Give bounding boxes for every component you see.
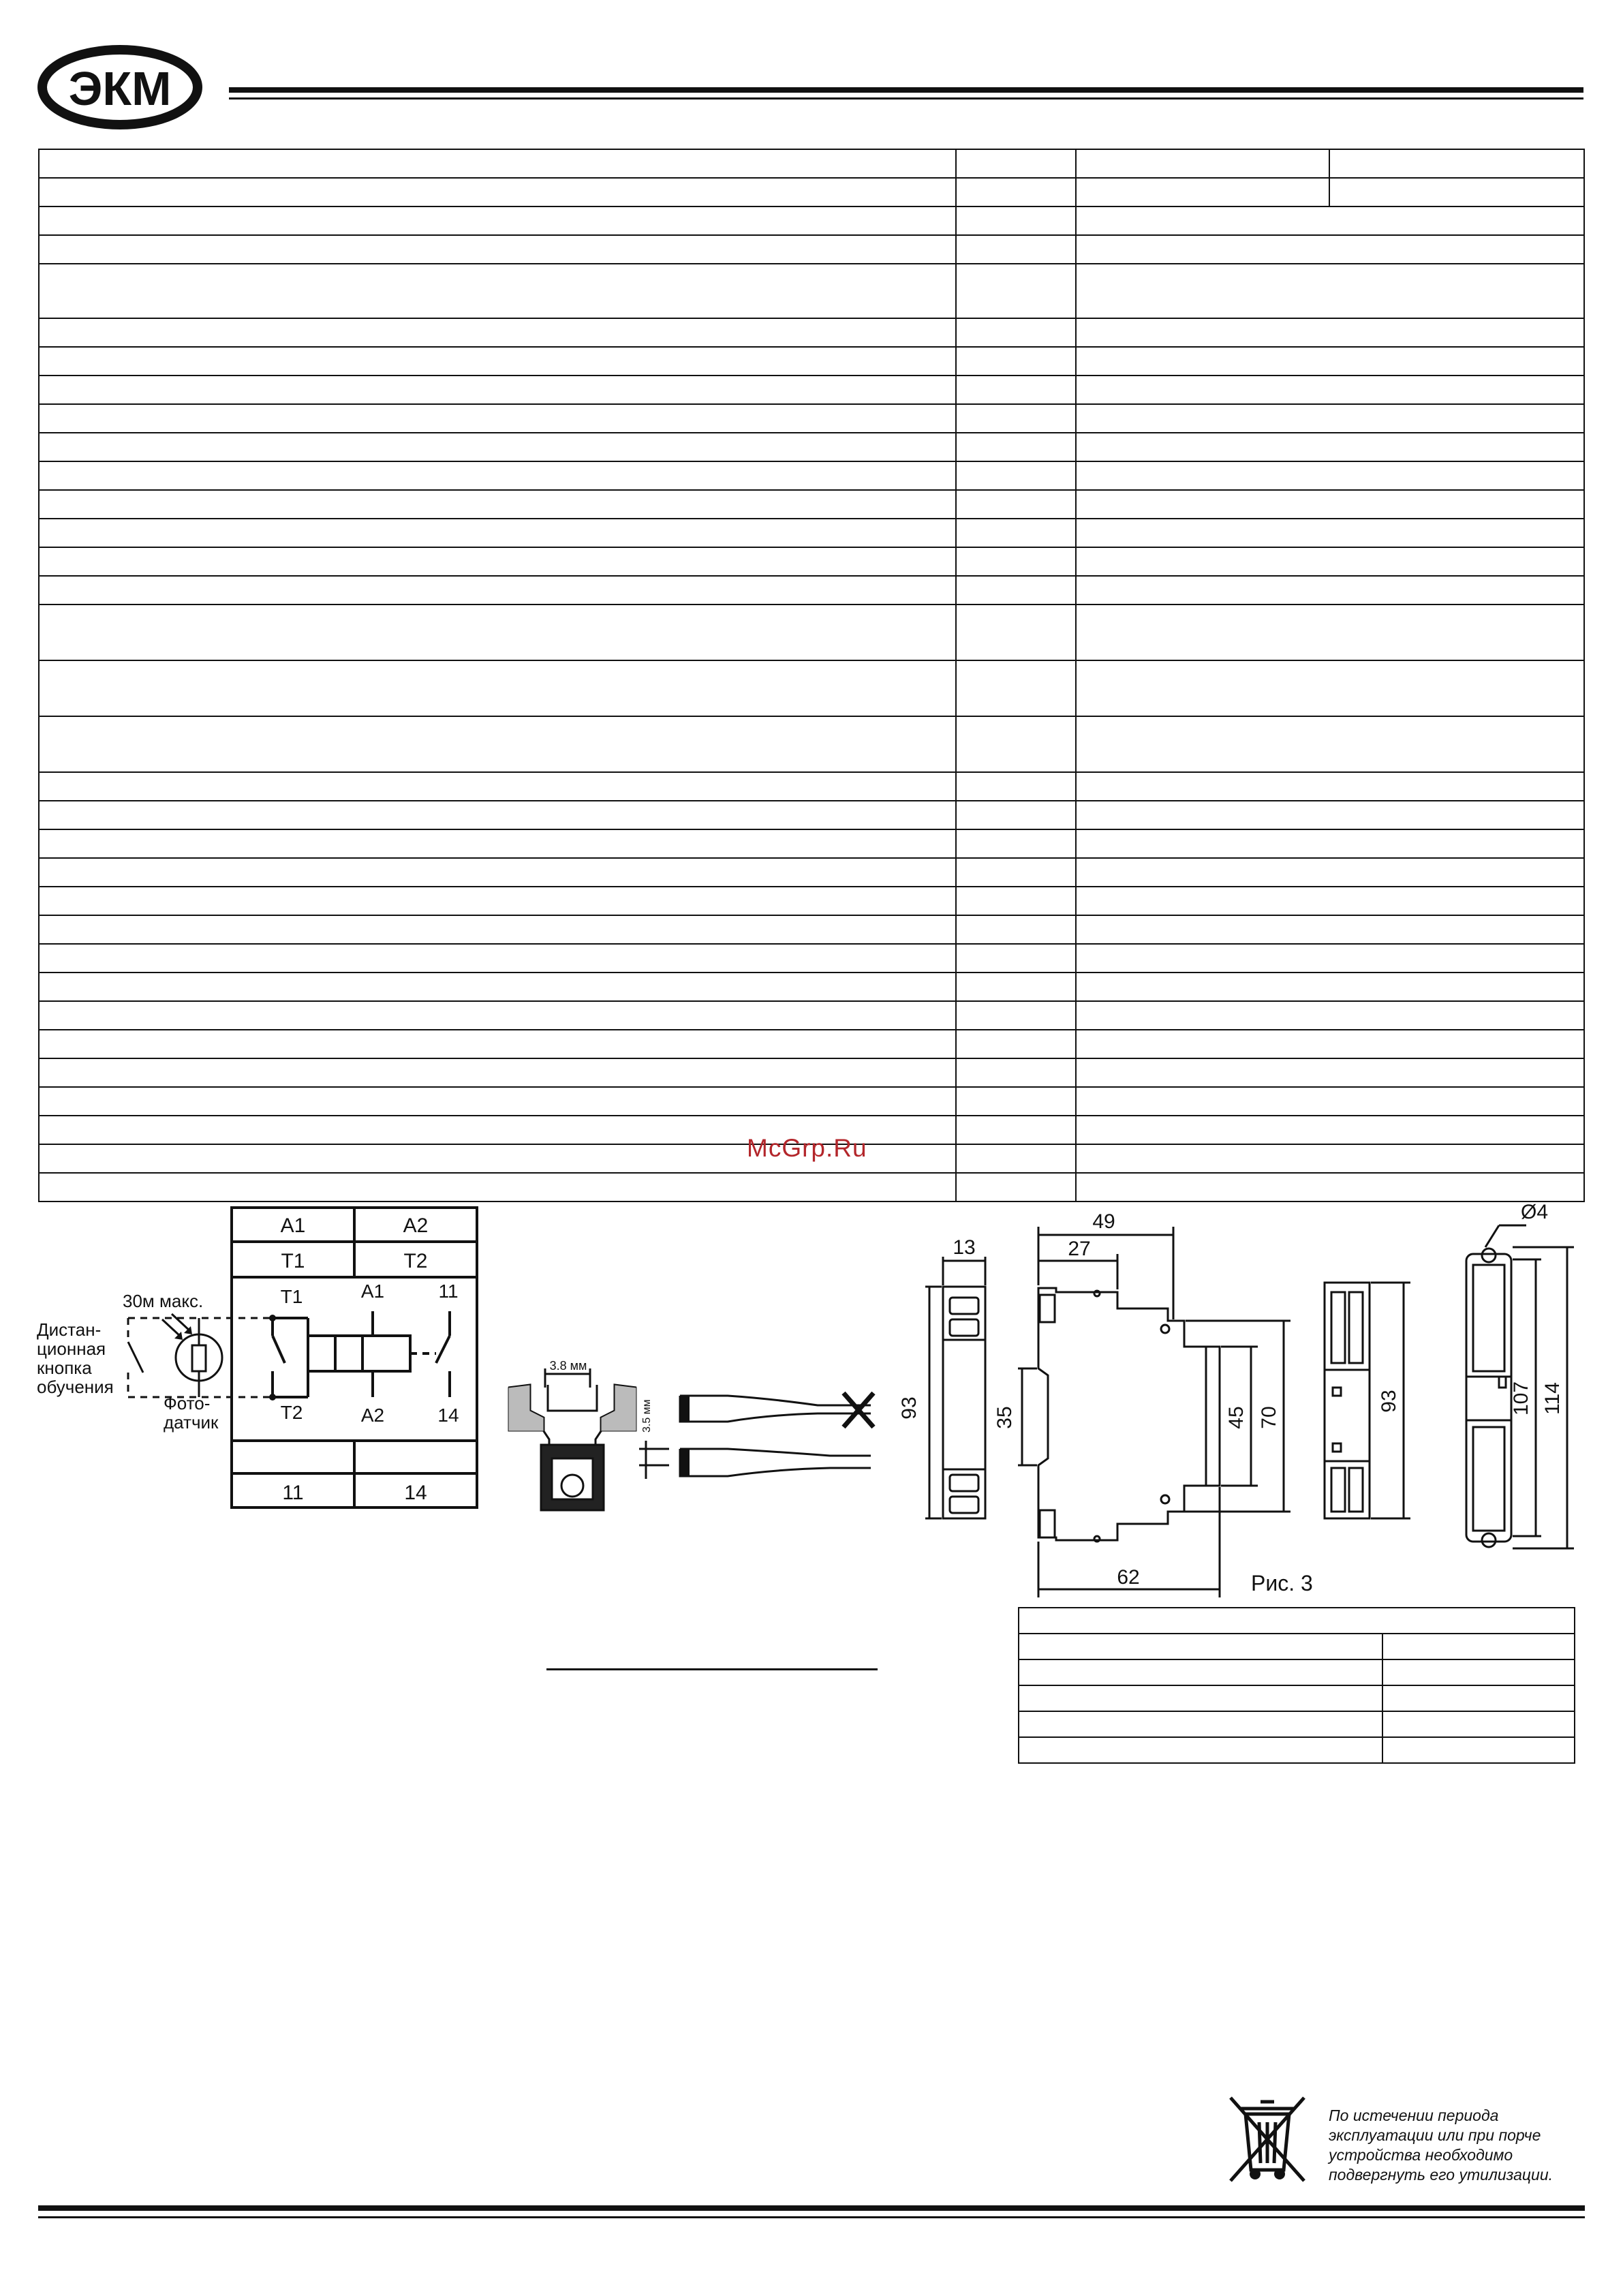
table-cell: [956, 801, 1076, 829]
table-cell: [1076, 858, 1584, 887]
table-cell: [39, 801, 956, 829]
table-cell: [39, 660, 956, 716]
table-row: [1019, 1711, 1575, 1737]
table-cell: [956, 433, 1076, 461]
table-cell: [1076, 1087, 1584, 1116]
table-row: [39, 235, 1584, 264]
table-cell: [956, 376, 1076, 404]
table-cell: [1076, 660, 1584, 716]
disposal-note: [1329, 2106, 1601, 2185]
table-cell: [956, 264, 1076, 318]
table-cell: [956, 973, 1076, 1001]
dim-front-height: 93: [898, 1396, 921, 1420]
dim-front-width: 13: [953, 1236, 976, 1259]
table-cell: [1382, 1634, 1575, 1659]
table-row: [39, 461, 1584, 490]
table-row: [39, 772, 1584, 801]
screwdriver-width-label: 3.8 мм: [549, 1359, 587, 1373]
table-cell: [956, 149, 1076, 178]
table-cell: [956, 1001, 1076, 1030]
table-cell: [1076, 178, 1329, 206]
table-row: [39, 376, 1584, 404]
table-cell: [39, 519, 956, 547]
disposal-line: эксплуатации или при порче: [1329, 2126, 1541, 2144]
table-cell: [39, 376, 956, 404]
table-cell: [1019, 1634, 1382, 1659]
table-cell: [39, 604, 956, 660]
table-row: [1019, 1634, 1575, 1659]
terminal-11-label: 11: [282, 1482, 304, 1504]
table-cell: [1329, 178, 1584, 206]
remote-button-label-4: обучения: [37, 1377, 114, 1397]
table-row: [39, 944, 1584, 973]
table-cell: [1076, 235, 1584, 264]
table-cell: [39, 461, 956, 490]
table-row: [39, 604, 1584, 660]
photo-sensor-label-1: Фото-: [164, 1393, 211, 1413]
table-row: [39, 433, 1584, 461]
table-cell: [1076, 801, 1584, 829]
dim-mount-inner: 107: [1510, 1381, 1532, 1416]
table-row: [39, 1001, 1584, 1030]
dim-side-total-width: 49: [1092, 1210, 1115, 1233]
disposal-line: подвергнуть его утилизации.: [1329, 2166, 1554, 2184]
table-cell: [1076, 206, 1584, 235]
contact-14-label: 14: [437, 1405, 459, 1426]
table-cell: [39, 149, 956, 178]
table-cell: [1076, 829, 1584, 858]
note-underline: [546, 1668, 878, 1670]
table-row: [39, 490, 1584, 519]
dim-rail-height: 35: [993, 1406, 1016, 1429]
footer-rule-thick: [38, 2205, 1585, 2211]
dim-hole-diameter: Ø4: [1520, 1201, 1549, 1223]
table-cell: [956, 1058, 1076, 1087]
table-cell: [956, 1116, 1076, 1144]
table-cell: [39, 973, 956, 1001]
table-row: [39, 716, 1584, 772]
table-cell: [956, 519, 1076, 547]
terminal-a1-label: A1: [280, 1214, 306, 1237]
table-cell: [956, 235, 1076, 264]
small-table-header-row: [1019, 1608, 1575, 1634]
table-row: [39, 829, 1584, 858]
table-cell: [1076, 576, 1584, 604]
table-cell: [956, 944, 1076, 973]
remote-button-label-2: ционная: [37, 1338, 106, 1359]
table-cell: [1019, 1685, 1382, 1711]
table-row: [39, 547, 1584, 576]
table-row: [1019, 1685, 1575, 1711]
table-cell: [1076, 604, 1584, 660]
table-cell: [39, 1173, 956, 1201]
contact-a2-label: A2: [360, 1405, 385, 1426]
table-cell: [39, 772, 956, 801]
table-cell: [1076, 772, 1584, 801]
table-row: [39, 887, 1584, 915]
table-row: [39, 576, 1584, 604]
table-cell: [956, 1087, 1076, 1116]
table-cell: [39, 944, 956, 973]
table-row: [39, 404, 1584, 433]
table-row: [39, 1058, 1584, 1087]
table-cell: [39, 318, 956, 347]
remote-button-label-3: кнопка: [37, 1358, 92, 1378]
table-cell: [39, 1087, 956, 1116]
table-cell: [956, 347, 1076, 376]
table-cell: [956, 660, 1076, 716]
table-cell: [1382, 1685, 1575, 1711]
screw-terminal-drawing: [503, 1356, 884, 1520]
table-cell: [39, 829, 956, 858]
table-cell: [39, 206, 956, 235]
table-cell: [1329, 149, 1584, 178]
table-cell: [956, 829, 1076, 858]
table-cell: [39, 264, 956, 318]
table-cell: [956, 1030, 1076, 1058]
table-cell: [1019, 1659, 1382, 1685]
table-cell: [956, 461, 1076, 490]
table-cell: [956, 858, 1076, 887]
table-cell: [1076, 461, 1584, 490]
table-row: [39, 347, 1584, 376]
table-row: [39, 178, 1584, 206]
small-table: [1018, 1607, 1575, 1764]
table-cell: [39, 1030, 956, 1058]
table-row: [39, 1087, 1584, 1116]
dimension-drawings: [886, 1186, 1608, 1602]
table-cell: [1076, 433, 1584, 461]
table-row: [39, 1030, 1584, 1058]
terminal-t2-label: T2: [403, 1250, 428, 1272]
table-cell: [39, 716, 956, 772]
disposal-line: устройства необходимо: [1329, 2146, 1513, 2164]
contact-a1-label: A1: [360, 1281, 385, 1302]
table-cell: [1076, 376, 1584, 404]
table-row: [39, 801, 1584, 829]
wiring-diagram: [27, 1202, 491, 1516]
table-cell: [956, 772, 1076, 801]
table-cell: [1076, 318, 1584, 347]
table-cell: [39, 576, 956, 604]
photo-sensor-label-2: датчик: [164, 1412, 219, 1433]
logo: [37, 45, 203, 129]
disposal-line: По истечении периода: [1329, 2107, 1499, 2124]
contact-t1-label: T1: [280, 1286, 303, 1307]
watermark: McGrp.Ru: [747, 1134, 867, 1162]
table-cell: [1076, 264, 1584, 318]
header-rule-thin: [229, 97, 1583, 100]
table-cell: [39, 347, 956, 376]
table-row: [39, 519, 1584, 547]
table-cell: [1076, 490, 1584, 519]
table-cell: [1076, 1144, 1584, 1173]
header-rule-thick: [229, 87, 1583, 93]
table-cell: [1076, 915, 1584, 944]
table-cell: [1076, 149, 1329, 178]
spec-table: [38, 149, 1585, 1202]
table-cell: [956, 1144, 1076, 1173]
table-cell: [39, 547, 956, 576]
table-cell: [956, 915, 1076, 944]
dim-side-height: 70: [1258, 1406, 1280, 1429]
table-cell: [956, 178, 1076, 206]
table-cell: [956, 404, 1076, 433]
table-cell: [39, 235, 956, 264]
dim-body-height: 45: [1225, 1406, 1248, 1429]
table-cell: [39, 915, 956, 944]
figure-caption: Рис. 3: [1251, 1571, 1313, 1595]
table-cell: [1076, 547, 1584, 576]
table-cell: [1076, 1058, 1584, 1087]
table-cell: [1076, 944, 1584, 973]
table-cell: [1076, 1001, 1584, 1030]
table-cell: [956, 490, 1076, 519]
table-cell: [1076, 973, 1584, 1001]
table-cell: [1076, 519, 1584, 547]
table-row: [1019, 1659, 1575, 1685]
table-cell: [1382, 1659, 1575, 1685]
dim-side-upper-width: 27: [1068, 1238, 1091, 1260]
table-cell: [39, 433, 956, 461]
terminal-t1-label: T1: [281, 1250, 305, 1272]
table-cell: [1076, 716, 1584, 772]
table-cell: [1382, 1711, 1575, 1737]
table-cell: [956, 604, 1076, 660]
table-row: [39, 264, 1584, 318]
table-cell: [39, 1058, 956, 1087]
table-cell: [39, 404, 956, 433]
terminal-a2-label: A2: [403, 1214, 429, 1237]
contact-11-label: 11: [438, 1281, 459, 1302]
footer-rule-thin: [38, 2216, 1585, 2218]
table-row: [39, 318, 1584, 347]
contact-t2-label: T2: [280, 1402, 303, 1423]
table-row: [39, 858, 1584, 887]
table-cell: [1076, 887, 1584, 915]
table-row: [1019, 1737, 1575, 1763]
table-cell: [1076, 1030, 1584, 1058]
logo-text: ЭКМ: [68, 62, 172, 115]
crossed-out-wheelie-bin-icon: [1226, 2095, 1308, 2184]
table-row: [39, 149, 1584, 178]
table-cell: [1019, 1608, 1575, 1634]
table-row: [39, 973, 1584, 1001]
table-cell: [956, 576, 1076, 604]
table-cell: [956, 206, 1076, 235]
table-cell: [39, 490, 956, 519]
table-row: [39, 915, 1584, 944]
table-cell: [1076, 1116, 1584, 1144]
max-distance-label: 30м макс.: [123, 1291, 204, 1311]
table-cell: [1019, 1737, 1382, 1763]
dim-side-bottom-width: 62: [1117, 1566, 1140, 1589]
dim-rear-height: 93: [1378, 1390, 1400, 1413]
table-cell: [956, 887, 1076, 915]
table-cell: [1076, 404, 1584, 433]
table-row: [39, 206, 1584, 235]
table-cell: [39, 1001, 956, 1030]
table-cell: [39, 858, 956, 887]
table-cell: [956, 547, 1076, 576]
table-cell: [1382, 1737, 1575, 1763]
screwdriver-thickness-label: 3.5 мм: [641, 1399, 653, 1433]
table-cell: [1076, 347, 1584, 376]
table-cell: [956, 318, 1076, 347]
table-cell: [39, 887, 956, 915]
table-cell: [956, 716, 1076, 772]
table-row: [39, 660, 1584, 716]
terminal-14-label: 14: [404, 1482, 427, 1504]
remote-button-label-1: Дистан-: [37, 1319, 102, 1340]
table-cell: [1019, 1711, 1382, 1737]
table-cell: [39, 178, 956, 206]
dim-mount-outer: 114: [1541, 1382, 1564, 1415]
